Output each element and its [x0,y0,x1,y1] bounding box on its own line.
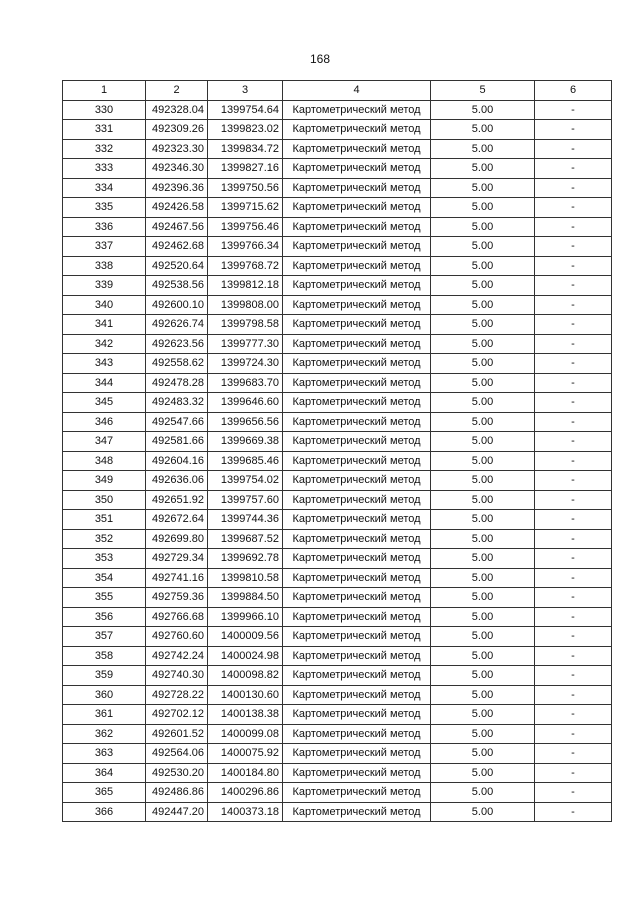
accuracy-cell: 5.00 [431,217,535,237]
x-coordinate-cell: 492483.32 [146,393,208,413]
description-cell: - [535,295,612,315]
description-cell: - [535,724,612,744]
x-coordinate-cell: 492766.68 [146,607,208,627]
table-row [63,783,612,803]
accuracy-cell: 5.00 [431,198,535,218]
table-row [63,139,612,159]
y-coordinate-cell: 1399808.00 [208,295,283,315]
method-cell: Картометрический метод [283,510,431,530]
point-number-cell: 355 [63,588,146,608]
y-coordinate-cell: 1400024.98 [208,646,283,666]
x-coordinate-cell: 492346.30 [146,159,208,179]
x-coordinate-cell: 492760.60 [146,627,208,647]
method-cell: Картометрический метод [283,685,431,705]
point-number-cell: 330 [63,100,146,120]
accuracy-cell: 5.00 [431,276,535,296]
point-number-cell: 364 [63,763,146,783]
coordinates-table [62,80,612,822]
x-coordinate-cell: 492728.22 [146,685,208,705]
point-number-cell: 348 [63,451,146,471]
y-coordinate-cell: 1399966.10 [208,607,283,627]
x-coordinate-cell: 492323.30 [146,139,208,159]
x-coordinate-cell: 492742.24 [146,646,208,666]
column-header: 6 [535,81,612,101]
point-number-cell: 353 [63,549,146,569]
method-cell: Картометрический метод [283,139,431,159]
accuracy-cell: 5.00 [431,354,535,374]
table-row [63,100,612,120]
point-number-cell: 331 [63,120,146,140]
y-coordinate-cell: 1400075.92 [208,744,283,764]
method-cell: Картометрический метод [283,724,431,744]
y-coordinate-cell: 1400184.80 [208,763,283,783]
point-number-cell: 361 [63,705,146,725]
table-row [63,646,612,666]
table-row [63,724,612,744]
description-cell: - [535,159,612,179]
method-cell: Картометрический метод [283,549,431,569]
point-number-cell: 351 [63,510,146,530]
description-cell: - [535,744,612,764]
accuracy-cell: 5.00 [431,724,535,744]
y-coordinate-cell: 1400296.86 [208,783,283,803]
page-number: 168 [309,52,331,66]
description-cell: - [535,588,612,608]
table-row [63,237,612,257]
y-coordinate-cell: 1400130.60 [208,685,283,705]
x-coordinate-cell: 492486.86 [146,783,208,803]
x-coordinate-cell: 492462.68 [146,237,208,257]
accuracy-cell: 5.00 [431,471,535,491]
x-coordinate-cell: 492741.16 [146,568,208,588]
accuracy-cell: 5.00 [431,627,535,647]
y-coordinate-cell: 1400009.56 [208,627,283,647]
y-coordinate-cell: 1399687.52 [208,529,283,549]
y-coordinate-cell: 1399777.30 [208,334,283,354]
point-number-cell: 363 [63,744,146,764]
accuracy-cell: 5.00 [431,607,535,627]
y-coordinate-cell: 1399685.46 [208,451,283,471]
point-number-cell: 338 [63,256,146,276]
description-cell: - [535,100,612,120]
description-cell: - [535,568,612,588]
method-cell: Картометрический метод [283,744,431,764]
table-row [63,744,612,764]
method-cell: Картометрический метод [283,295,431,315]
accuracy-cell: 5.00 [431,802,535,822]
point-number-cell: 354 [63,568,146,588]
method-cell: Картометрический метод [283,607,431,627]
x-coordinate-cell: 492309.26 [146,120,208,140]
x-coordinate-cell: 492600.10 [146,295,208,315]
point-number-cell: 365 [63,783,146,803]
y-coordinate-cell: 1399827.16 [208,159,283,179]
table-row [63,802,612,822]
table-row [63,295,612,315]
y-coordinate-cell: 1399754.64 [208,100,283,120]
y-coordinate-cell: 1399823.02 [208,120,283,140]
x-coordinate-cell: 492759.36 [146,588,208,608]
y-coordinate-cell: 1399744.36 [208,510,283,530]
table-row [63,393,612,413]
point-number-cell: 346 [63,412,146,432]
description-cell: - [535,666,612,686]
x-coordinate-cell: 492447.20 [146,802,208,822]
table-row [63,334,612,354]
table-row [63,315,612,335]
method-cell: Картометрический метод [283,568,431,588]
x-coordinate-cell: 492328.04 [146,100,208,120]
method-cell: Картометрический метод [283,276,431,296]
x-coordinate-cell: 492672.64 [146,510,208,530]
description-cell: - [535,198,612,218]
method-cell: Картометрический метод [283,529,431,549]
accuracy-cell: 5.00 [431,529,535,549]
method-cell: Картометрический метод [283,198,431,218]
x-coordinate-cell: 492558.62 [146,354,208,374]
table-row [63,373,612,393]
y-coordinate-cell: 1400138.38 [208,705,283,725]
method-cell: Картометрический метод [283,627,431,647]
table-row [63,685,612,705]
column-header: 1 [63,81,146,101]
point-number-cell: 358 [63,646,146,666]
description-cell: - [535,276,612,296]
y-coordinate-cell: 1399656.56 [208,412,283,432]
accuracy-cell: 5.00 [431,120,535,140]
table-row [63,471,612,491]
accuracy-cell: 5.00 [431,237,535,257]
y-coordinate-cell: 1399683.70 [208,373,283,393]
accuracy-cell: 5.00 [431,295,535,315]
point-number-cell: 333 [63,159,146,179]
description-cell: - [535,549,612,569]
method-cell: Картометрический метод [283,783,431,803]
point-number-cell: 356 [63,607,146,627]
method-cell: Картометрический метод [283,178,431,198]
x-coordinate-cell: 492636.06 [146,471,208,491]
point-number-cell: 336 [63,217,146,237]
description-cell: - [535,432,612,452]
accuracy-cell: 5.00 [431,744,535,764]
method-cell: Картометрический метод [283,120,431,140]
description-cell: - [535,178,612,198]
accuracy-cell: 5.00 [431,100,535,120]
table-row [63,763,612,783]
description-cell: - [535,802,612,822]
point-number-cell: 337 [63,237,146,257]
y-coordinate-cell: 1399715.62 [208,198,283,218]
y-coordinate-cell: 1399754.02 [208,471,283,491]
method-cell: Картометрический метод [283,646,431,666]
description-cell: - [535,783,612,803]
y-coordinate-cell: 1399757.60 [208,490,283,510]
description-cell: - [535,120,612,140]
method-cell: Картометрический метод [283,256,431,276]
method-cell: Картометрический метод [283,237,431,257]
y-coordinate-cell: 1399724.30 [208,354,283,374]
accuracy-cell: 5.00 [431,393,535,413]
method-cell: Картометрический метод [283,100,431,120]
point-number-cell: 347 [63,432,146,452]
y-coordinate-cell: 1400099.08 [208,724,283,744]
table-row [63,490,612,510]
x-coordinate-cell: 492564.06 [146,744,208,764]
method-cell: Картометрический метод [283,705,431,725]
description-cell: - [535,646,612,666]
method-cell: Картометрический метод [283,471,431,491]
accuracy-cell: 5.00 [431,549,535,569]
point-number-cell: 352 [63,529,146,549]
accuracy-cell: 5.00 [431,159,535,179]
x-coordinate-cell: 492729.34 [146,549,208,569]
y-coordinate-cell: 1400373.18 [208,802,283,822]
point-number-cell: 360 [63,685,146,705]
point-number-cell: 340 [63,295,146,315]
y-coordinate-cell: 1399798.58 [208,315,283,335]
table-row [63,159,612,179]
accuracy-cell: 5.00 [431,568,535,588]
description-cell: - [535,607,612,627]
x-coordinate-cell: 492651.92 [146,490,208,510]
point-number-cell: 332 [63,139,146,159]
x-coordinate-cell: 492601.52 [146,724,208,744]
description-cell: - [535,529,612,549]
y-coordinate-cell: 1399646.60 [208,393,283,413]
x-coordinate-cell: 492530.20 [146,763,208,783]
column-header: 4 [283,81,431,101]
accuracy-cell: 5.00 [431,783,535,803]
column-header: 3 [208,81,283,101]
method-cell: Картометрический метод [283,490,431,510]
accuracy-cell: 5.00 [431,256,535,276]
method-cell: Картометрический метод [283,315,431,335]
description-cell: - [535,256,612,276]
y-coordinate-cell: 1400098.82 [208,666,283,686]
method-cell: Картометрический метод [283,763,431,783]
table-row [63,198,612,218]
accuracy-cell: 5.00 [431,451,535,471]
x-coordinate-cell: 492699.80 [146,529,208,549]
x-coordinate-cell: 492623.56 [146,334,208,354]
x-coordinate-cell: 492604.16 [146,451,208,471]
method-cell: Картометрический метод [283,432,431,452]
description-cell: - [535,354,612,374]
accuracy-cell: 5.00 [431,315,535,335]
description-cell: - [535,373,612,393]
x-coordinate-cell: 492478.28 [146,373,208,393]
description-cell: - [535,451,612,471]
table-row [63,178,612,198]
accuracy-cell: 5.00 [431,334,535,354]
method-cell: Картометрический метод [283,373,431,393]
accuracy-cell: 5.00 [431,412,535,432]
description-cell: - [535,412,612,432]
table-row [63,607,612,627]
point-number-cell: 366 [63,802,146,822]
y-coordinate-cell: 1399810.58 [208,568,283,588]
table-row [63,568,612,588]
point-number-cell: 350 [63,490,146,510]
description-cell: - [535,139,612,159]
column-header: 5 [431,81,535,101]
accuracy-cell: 5.00 [431,178,535,198]
method-cell: Картометрический метод [283,802,431,822]
y-coordinate-cell: 1399834.72 [208,139,283,159]
table-header-row [63,81,612,101]
table-row [63,354,612,374]
point-number-cell: 343 [63,354,146,374]
x-coordinate-cell: 492626.74 [146,315,208,335]
x-coordinate-cell: 492426.58 [146,198,208,218]
y-coordinate-cell: 1399750.56 [208,178,283,198]
method-cell: Картометрический метод [283,588,431,608]
x-coordinate-cell: 492547.66 [146,412,208,432]
x-coordinate-cell: 492396.36 [146,178,208,198]
table-row [63,510,612,530]
method-cell: Картометрический метод [283,354,431,374]
accuracy-cell: 5.00 [431,490,535,510]
point-number-cell: 342 [63,334,146,354]
y-coordinate-cell: 1399766.34 [208,237,283,257]
x-coordinate-cell: 492520.64 [146,256,208,276]
accuracy-cell: 5.00 [431,373,535,393]
description-cell: - [535,705,612,725]
method-cell: Картометрический метод [283,159,431,179]
accuracy-cell: 5.00 [431,510,535,530]
table-row [63,256,612,276]
x-coordinate-cell: 492538.56 [146,276,208,296]
table-row [63,120,612,140]
description-cell: - [535,393,612,413]
accuracy-cell: 5.00 [431,588,535,608]
y-coordinate-cell: 1399756.46 [208,217,283,237]
description-cell: - [535,490,612,510]
x-coordinate-cell: 492581.66 [146,432,208,452]
description-cell: - [535,237,612,257]
table-row [63,276,612,296]
point-number-cell: 334 [63,178,146,198]
point-number-cell: 345 [63,393,146,413]
y-coordinate-cell: 1399812.18 [208,276,283,296]
accuracy-cell: 5.00 [431,666,535,686]
method-cell: Картометрический метод [283,334,431,354]
x-coordinate-cell: 492702.12 [146,705,208,725]
description-cell: - [535,334,612,354]
accuracy-cell: 5.00 [431,685,535,705]
method-cell: Картометрический метод [283,393,431,413]
table-row [63,451,612,471]
description-cell: - [535,471,612,491]
table-row [63,529,612,549]
accuracy-cell: 5.00 [431,763,535,783]
table-row [63,588,612,608]
x-coordinate-cell: 492740.30 [146,666,208,686]
column-header: 2 [146,81,208,101]
y-coordinate-cell: 1399884.50 [208,588,283,608]
table-row [63,627,612,647]
description-cell: - [535,763,612,783]
description-cell: - [535,627,612,647]
table-row [63,666,612,686]
description-cell: - [535,510,612,530]
table-row [63,217,612,237]
method-cell: Картометрический метод [283,217,431,237]
point-number-cell: 335 [63,198,146,218]
description-cell: - [535,217,612,237]
x-coordinate-cell: 492467.56 [146,217,208,237]
point-number-cell: 344 [63,373,146,393]
y-coordinate-cell: 1399692.78 [208,549,283,569]
method-cell: Картометрический метод [283,412,431,432]
table-body [63,100,612,822]
accuracy-cell: 5.00 [431,705,535,725]
accuracy-cell: 5.00 [431,646,535,666]
accuracy-cell: 5.00 [431,139,535,159]
table-row [63,432,612,452]
point-number-cell: 349 [63,471,146,491]
point-number-cell: 362 [63,724,146,744]
point-number-cell: 359 [63,666,146,686]
point-number-cell: 357 [63,627,146,647]
point-number-cell: 339 [63,276,146,296]
table-row [63,705,612,725]
y-coordinate-cell: 1399669.38 [208,432,283,452]
y-coordinate-cell: 1399768.72 [208,256,283,276]
table-row [63,412,612,432]
method-cell: Картометрический метод [283,451,431,471]
accuracy-cell: 5.00 [431,432,535,452]
method-cell: Картометрический метод [283,666,431,686]
description-cell: - [535,685,612,705]
point-number-cell: 341 [63,315,146,335]
table-row [63,549,612,569]
description-cell: - [535,315,612,335]
